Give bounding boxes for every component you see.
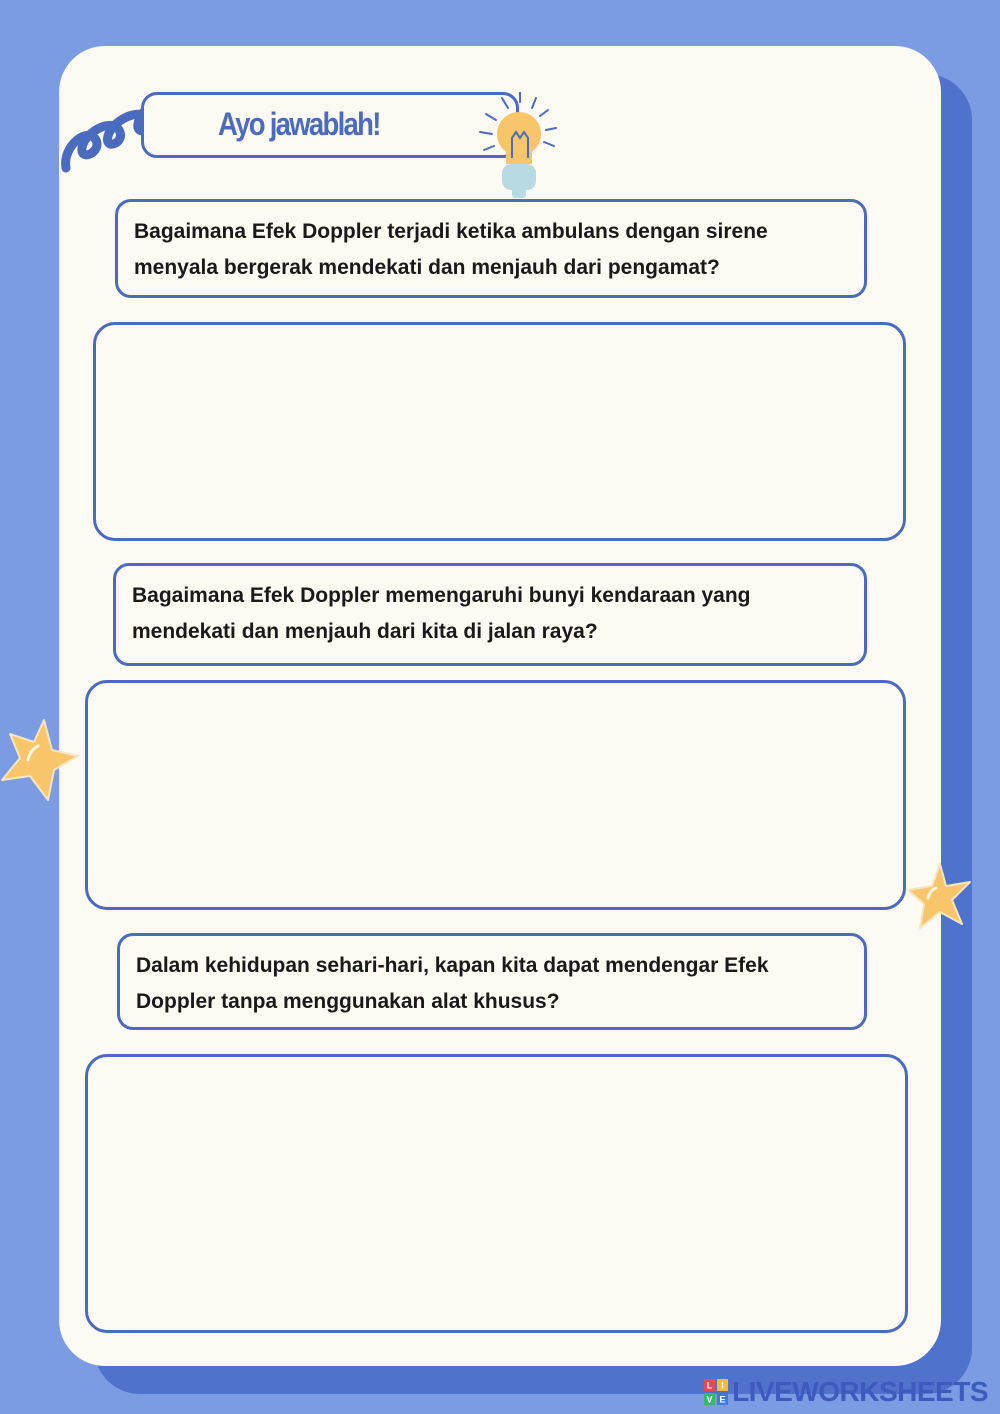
answer-box-1[interactable] xyxy=(93,322,906,541)
svg-text:V: V xyxy=(706,1394,713,1405)
footer-brand-text: LIVEWORKSHEETS xyxy=(732,1376,988,1407)
question-2-line-2: mendekati dan menjauh dari kita di jalan raya? xyxy=(132,620,598,643)
question-1-line-2: menyala bergerak mendekati dan menjauh dari pengamat? xyxy=(134,256,720,279)
footer-brand[interactable] xyxy=(704,1376,988,1408)
svg-text:L: L xyxy=(706,1380,713,1391)
question-2-line-1: Bagaimana Efek Doppler memengaruhi bunyi kendaraan yang xyxy=(132,584,751,607)
page-title: Ayo jawablah! xyxy=(218,106,380,142)
answer-box-3[interactable] xyxy=(85,1054,908,1333)
question-1-line-1: Bagaimana Efek Doppler terjadi ketika ambulans dengan sirene xyxy=(134,220,768,243)
lightbulb-icon xyxy=(476,92,572,200)
question-3-line-2: Doppler tanpa menggunakan alat khusus? xyxy=(136,990,560,1013)
question-box-3 xyxy=(117,933,867,1030)
svg-text:E: E xyxy=(719,1394,726,1405)
question-box-2 xyxy=(113,563,867,666)
question-box-1 xyxy=(115,199,867,298)
svg-text:I: I xyxy=(721,1380,724,1391)
liveworksheets-logo-icon xyxy=(704,1379,728,1405)
question-3-line-1: Dalam kehidupan sehari-hari, kapan kita dapat mendengar Efek xyxy=(136,954,769,977)
star-icon xyxy=(0,716,80,802)
answer-box-2[interactable] xyxy=(85,680,906,910)
star-icon xyxy=(906,862,972,930)
